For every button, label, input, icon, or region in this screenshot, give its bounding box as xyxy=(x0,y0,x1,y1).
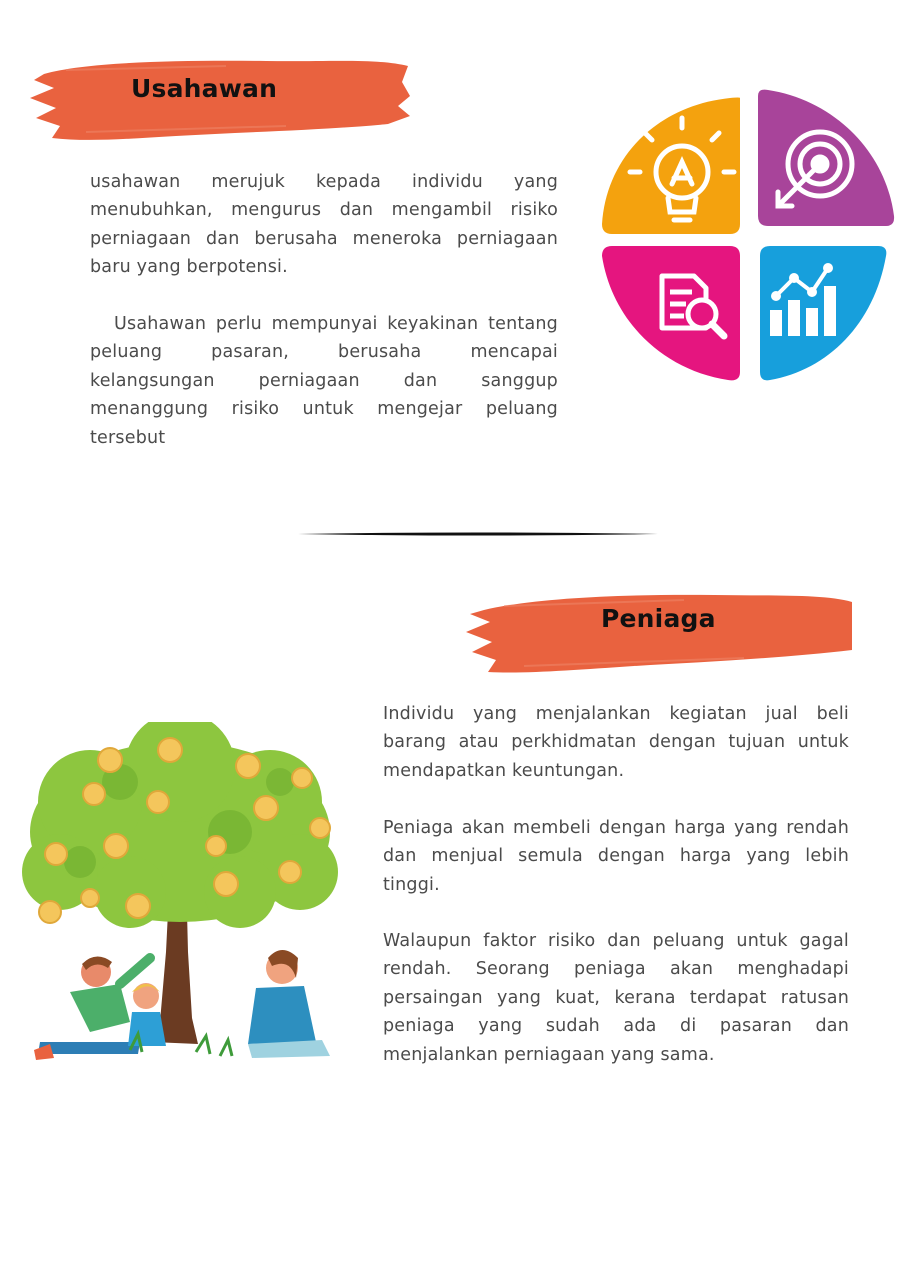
lightbulb-icon xyxy=(602,98,740,235)
document-search-icon xyxy=(602,246,740,380)
heading-usahawan: Usahawan xyxy=(131,74,278,103)
business-quadrant-graphic xyxy=(602,88,898,384)
paragraph-peniaga-2: Peniaga akan membeli dengan harga yang rendah dan menjual semula dengan harga yang lebih tinggi. xyxy=(383,818,849,895)
heading-peniaga: Peniaga xyxy=(601,604,716,633)
paragraph-peniaga-1: Individu yang menjalankan kegiatan jual beli barang atau perkhidmatan dengan tujuan untuk mendapatkan keuntungan. xyxy=(383,704,849,781)
section-divider xyxy=(298,530,658,538)
paragraph-peniaga-3: Walaupun faktor risiko dan peluang untuk gagal rendah. Seorang peniaga akan menghadapi persaingan yang kuat, kerana terdapat ratusan peniaga yang sudah ada di pasaran dan menjalankan perniagaan yang sama. xyxy=(383,931,849,1065)
bar-chart-icon xyxy=(760,246,886,380)
paragraph-usahawan-2: Usahawan perlu mempunyai keyakinan tentang peluang pasaran, berusaha mencapai kelangsungan perniagaan dan sanggup menanggung risiko untuk mengejar peluang tersebut xyxy=(90,314,558,448)
target-icon xyxy=(758,90,894,226)
money-tree-illustration xyxy=(20,722,340,1064)
paragraph-usahawan-1: usahawan merujuk kepada individu yang menubuhkan, mengurus dan mengambil risiko perniagaan dan berusaha meneroka perniagaan baru yang berpotensi. xyxy=(90,172,558,278)
